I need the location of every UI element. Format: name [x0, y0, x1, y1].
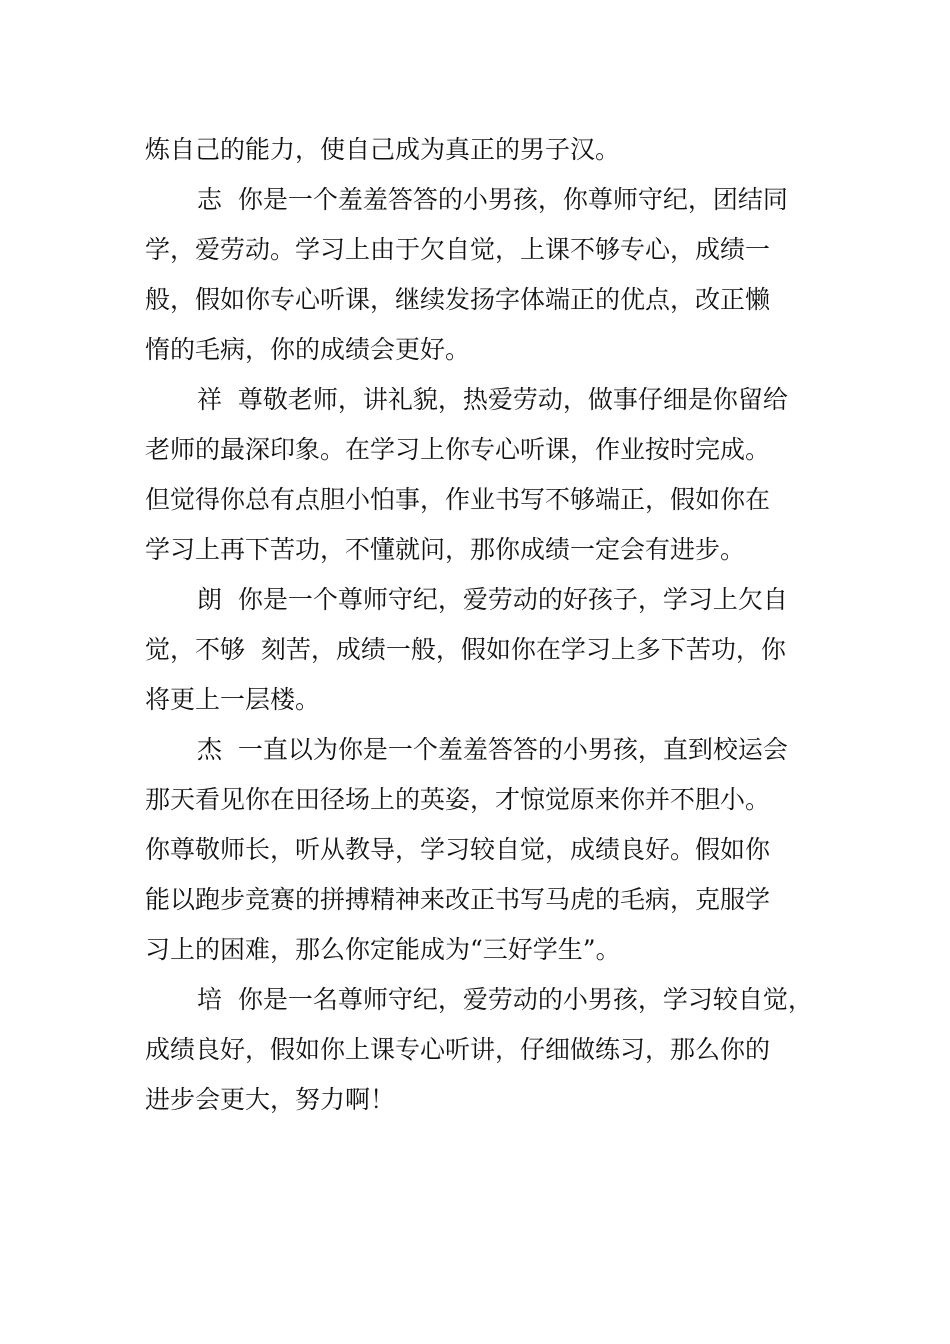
text-line: 般，假如你专心听课，继续发扬字体端正的优点，改正懒	[145, 285, 771, 314]
text-line: 老师的最深印象。在学习上你专心听课，作业按时完成。	[145, 435, 771, 464]
text-line: 但觉得你总有点胆小怕事，作业书写不够端正，假如你在	[145, 485, 771, 514]
text-line: 炼自己的能力，使自己成为真正的男子汉。	[145, 135, 621, 164]
text-line: 进步会更大，努力啊！	[145, 1085, 396, 1114]
text-line: 习上的困难，那么你定能成为“三好学生”。	[145, 935, 621, 964]
text-line: 成绩良好，假如你上课专心听讲，仔细做练习，那么你的	[145, 1035, 771, 1064]
text-line: 觉，不够 刻苦，成绩一般，假如你在学习上多下苦功，你	[145, 635, 786, 664]
document-body	[145, 125, 845, 1125]
paragraph-start-line: 培 你是一名尊师守纪，爱劳动的小男孩，学习较自觉，	[197, 985, 813, 1014]
paragraph-start-line: 朗 你是一个尊师守纪，爱劳动的好孩子，学习上欠自	[197, 585, 788, 614]
paragraph-start-line: 杰 一直以为你是一个羞羞答答的小男孩，直到校运会	[197, 735, 788, 764]
text-line: 将更上一层楼。	[145, 685, 321, 714]
paragraph-start-line: 志 你是一个羞羞答答的小男孩，你尊师守纪，团结同	[197, 185, 788, 214]
paragraph-start-line: 祥 尊敬老师，讲礼貌，热爱劳动，做事仔细是你留给	[197, 385, 788, 414]
text-line: 你尊敬师长，听从教导，学习较自觉，成绩良好。假如你	[145, 835, 771, 864]
text-line: 惰的毛病，你的成绩会更好。	[145, 335, 471, 364]
text-line: 学习上再下苦功，不懂就问，那你成绩一定会有进步。	[145, 535, 746, 564]
text-line: 能以跑步竞赛的拼搏精神来改正书写马虎的毛病，克服学	[145, 885, 771, 914]
text-line: 那天看见你在田径场上的英姿，才惊觉原来你并不胆小。	[145, 785, 771, 814]
text-line: 学，爱劳动。学习上由于欠自觉，上课不够专心，成绩一	[145, 235, 771, 264]
